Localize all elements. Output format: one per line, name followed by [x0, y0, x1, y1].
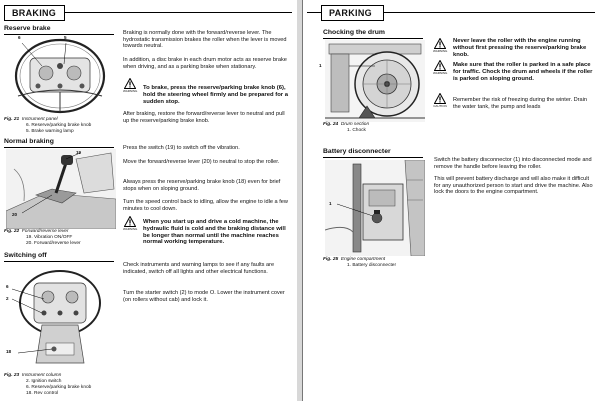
left-page: [0, 0, 298, 401]
switching-off-text-1: Check instruments and warning lamps to see if any faults are indicated, switch off all lights and other electrical functions.: [123, 262, 275, 275]
caption-item: 6. Reserve/parking brake knob: [26, 123, 92, 128]
heading-switching-off: Switching off: [4, 252, 47, 259]
caption-item: 2. Ignition switch: [26, 379, 62, 384]
freezing-caution: Remember the risk of freezing during the winter. Drain the water tank, the pump and leads: [453, 97, 587, 110]
warning-icon: [434, 38, 446, 49]
fig-title: Engine compartment: [340, 257, 386, 262]
fig-title: Instrument panel: [21, 117, 58, 122]
caption-item: 18. Rev control: [26, 391, 59, 396]
caption-item: 1. Chock: [347, 128, 366, 133]
heading-reserve-brake: Reserve brake: [4, 25, 51, 32]
reserve-brake-text-3: After braking, restore the forward/reverse lever to neutral and pull up the reserve/parking brake knob.: [123, 111, 285, 124]
caution-icon: [434, 93, 446, 104]
caption-item: 19. Vibration ON/OFF: [26, 235, 73, 240]
title-rule: [307, 12, 321, 13]
page-title-parking: PARKING: [321, 5, 384, 21]
warning-label: WARNING: [433, 49, 448, 53]
switching-off-text-2: Turn the starter switch (2) to mode O. Lower the instrument cover (on rollers without cab) and lock it.: [123, 290, 285, 303]
drum-section-figure: [325, 40, 425, 122]
normal-braking-text-1: Press the switch (19) to switch off the vibration.: [123, 145, 240, 151]
page-title-braking: BRAKING: [4, 5, 65, 21]
reserve-brake-text-2: In addition, a disc brake in each drum motor acts as reserve brake when driving, and as a parking brake when stationary.: [123, 57, 287, 70]
warning-icon: [124, 78, 136, 89]
fig-21-caption: [4, 117, 58, 123]
callout-5: 5: [64, 35, 67, 40]
callout-18: 18: [6, 349, 12, 354]
fig-23-caption: [4, 373, 61, 379]
cold-machine-warning: When you start up and drive a cold machine, the hydraulic fluid is cold and the braking distance will be longer than normal until the machine reaches normal working temperature.: [143, 219, 286, 246]
warning-label: WARNING: [433, 71, 448, 75]
normal-braking-text-3: Always press the reserve/parking brake knob (18) even for brief stops when on sloping ground.: [123, 179, 281, 192]
instrument-column-figure: [8, 263, 112, 373]
fig-title: Drum section: [340, 122, 370, 127]
fig-number: Fig. 24: [323, 122, 339, 127]
title-rule: [64, 12, 292, 13]
title-rule: [383, 12, 595, 13]
fig-number: Fig. 21: [4, 117, 20, 122]
fig-25-caption: [323, 257, 385, 263]
caption-item: 5. Brake warning lamp: [26, 129, 74, 134]
reserve-brake-text-1: Braking is normally done with the forward/reverse lever. The hydrostatic transmission brakes the roller when the lever is moved towards neutral.: [123, 30, 287, 50]
instrument-panel-figure: [8, 36, 112, 116]
heading-chocking-drum: Chocking the drum: [323, 29, 385, 36]
callout-6: 6: [6, 284, 9, 289]
caption-item: 6. Reserve/parking brake knob: [26, 385, 92, 390]
callout-20: 20: [12, 212, 18, 217]
normal-braking-text-2: Move the forward/reverse lever (20) to neutral to stop the roller.: [123, 159, 280, 165]
fig-24-caption: [323, 122, 369, 128]
warning-icon: [124, 216, 136, 227]
fig-title: Forward/reverse lever: [21, 229, 69, 234]
warning-icon: [434, 60, 446, 71]
fig-22-caption: [4, 229, 69, 235]
battery-text-2: This will prevent battery discharge and will also make it difficult for any unauthorized person to start and drive the machine. Also lock the doors to the engine compartment.: [434, 176, 593, 196]
engine-compartment-figure: [325, 160, 425, 256]
battery-text-1: Switch the battery disconnector (1) into disconnected mode and remove the handle before leaving the roller.: [434, 157, 592, 170]
safe-parking-warning: Make sure that the roller is parked in a safe place for traffic. Chock the drum and wheels if the roller is parked on sloping ground.: [453, 62, 593, 82]
forward-reverse-lever-figure: [6, 149, 116, 229]
caption-item: 1. Battery disconnecter: [347, 263, 397, 268]
section-rule: [4, 147, 114, 148]
fig-number: Fig. 25: [323, 257, 339, 262]
fig-number: Fig. 23: [4, 373, 20, 378]
callout-1: 1: [319, 63, 322, 68]
normal-braking-text-4: Turn the speed control back to idling, allow the engine to idle a few minutes to cool down.: [123, 199, 288, 212]
caption-item: 20. Forward/reverse lever: [26, 241, 81, 246]
warning-label: WARNING: [123, 89, 138, 93]
heading-battery-disconnecter: Battery disconnecter: [323, 148, 391, 155]
callout-6: 6: [18, 35, 21, 40]
callout-2: 2: [6, 296, 9, 301]
right-page: [302, 0, 600, 401]
callout-19: 19: [76, 150, 82, 155]
section-rule: [323, 38, 423, 39]
section-rule: [4, 261, 114, 262]
section-rule: [323, 157, 423, 158]
caution-label: CAUTION: [433, 104, 447, 108]
heading-normal-braking: Normal braking: [4, 138, 54, 145]
fig-number: Fig. 22: [4, 229, 20, 234]
fig-title: Instrument column: [21, 373, 62, 378]
reserve-brake-warning: To brake, press the reserve/parking brake knob (6), hold the steering wheel firmly and be prepared for a sudden stop.: [143, 85, 289, 105]
callout-1: 1: [329, 201, 332, 206]
warning-label: WARNING: [123, 227, 138, 231]
engine-running-warning: Never leave the roller with the engine running without first pressing the reserve/parking brake knob.: [453, 38, 587, 58]
